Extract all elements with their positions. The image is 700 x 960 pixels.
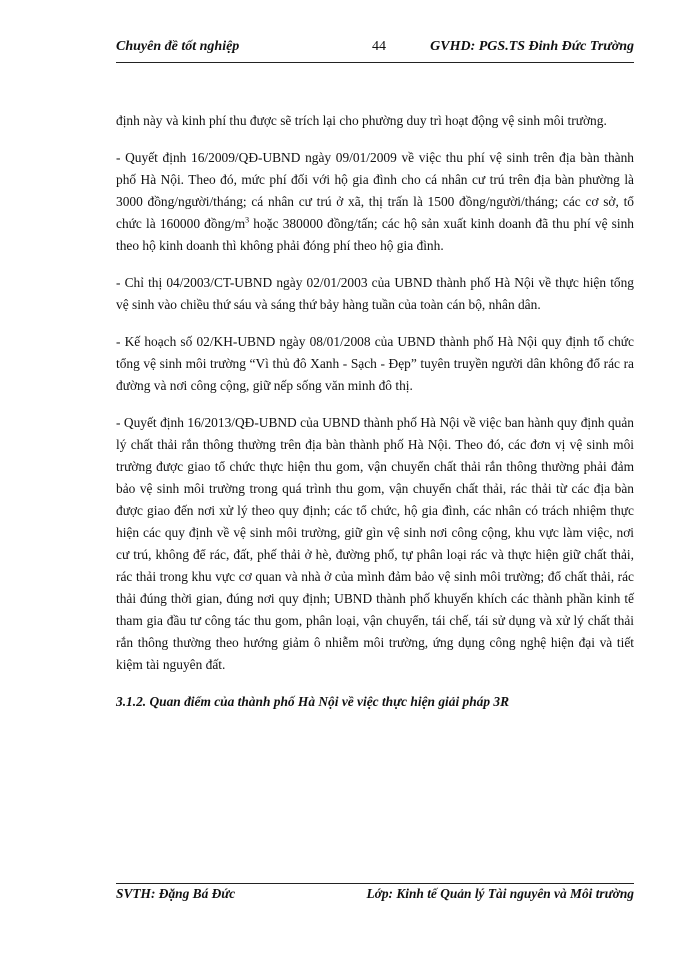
footer-class: Lớp: Kinh tế Quản lý Tài nguyên và Môi trường	[366, 886, 634, 901]
paragraph-decision-16-2009	[116, 147, 634, 257]
paragraph-text: - Quyết định 16/2009/QĐ-UBND ngày 09/01/2009 về việc thu phí vệ sinh trên địa bàn thành phố Hà Nội. Theo đó, mức phí đối với hộ gia đình cho cá nhân cư trú trên địa bàn phường là 3000 đồng/người/tháng; cá nhân cư trú ở xã, thị trấn là 1500 đồng/người/tháng; các cơ sở, tổ chức là 160000 đồng/m	[116, 150, 634, 231]
page-header	[116, 39, 634, 61]
header-document-type: Chuyên đề tốt nghiệp	[116, 39, 240, 54]
paragraph-text: hoặc 380000 đồng/tấn; các hộ sản xuất kinh doanh đã thu phí vệ sinh theo hộ kinh doanh thì không phải đóng phí theo hộ gia đình.	[116, 216, 635, 253]
footer-divider	[116, 883, 634, 884]
superscript-unit: 3	[245, 215, 250, 225]
section-heading: 3.1.2. Quan điểm của thành phố Hà Nội về việc thực hiện giải pháp 3R	[116, 694, 510, 709]
page-number: 44	[372, 39, 386, 54]
paragraph-directive-04-2003: - Chỉ thị 04/2003/CT-UBND ngày 02/01/2003 của UBND thành phố Hà Nội về thực hiện tổng vệ sinh vào chiều thứ sáu và sáng thứ bảy hàng tuần của toàn cán bộ, nhân dân.	[116, 275, 634, 312]
page-footer	[116, 886, 634, 908]
footer-student: SVTH: Đặng Bá Đức	[116, 886, 236, 901]
page-body	[116, 110, 634, 713]
header-supervisor: GVHD: PGS.TS Đinh Đức Trường	[430, 39, 634, 54]
paragraph-plan-02-kh: - Kế hoạch số 02/KH-UBND ngày 08/01/2008 của UBND thành phố Hà Nội quy định tổ chức tổng vệ sinh môi trường “Vì thủ đô Xanh - Sạch - Đẹp” tuyên truyền người dân không đổ rác ra đường và nơi công cộng, giữ nếp sống văn minh đô thị.	[116, 334, 634, 393]
header-divider	[116, 62, 634, 63]
paragraph-continuation: định này và kinh phí thu được sẽ trích lại cho phường duy trì hoạt động vệ sinh môi trường.	[116, 113, 607, 128]
paragraph-decision-16-2013: - Quyết định 16/2013/QĐ-UBND của UBND thành phố Hà Nội về việc ban hành quy định quản lý chất thải rắn thông thường trên địa bàn thành phố Hà Nội. Theo đó, các đơn vị vệ sinh môi trường được giao tổ chức thực hiện thu gom, vận chuyển chất thải rắn thông thường phải đảm bảo vệ sinh môi trường trong quá trình thu gom, vận chuyển chất thải, rác thải từ các địa bàn được giao đến nơi xử lý theo quy định; các tổ chức, hộ gia đình, các nhân có trách nhiệm thực hiện các quy định về vệ sinh môi trường, giữ gìn vệ sinh nơi công cộng, khu vực làm việc, nơi cư trú, không để rác, đất, phế thải ở hè, đường phố, tự phân loại rác và thực hiện giữ chất thải, rác thải trong khu vực cơ quan và nhà ở của mình đảm bảo vệ sinh môi trường; đổ chất thải, rác thải đúng thời gian, đúng nơi quy định; UBND thành phố khuyến khích các thành phần kinh tế tham gia đầu tư công tác thu gom, phân loại, vận chuyển, tái chế, tái sử dụng và xử lý chất thải rắn thông thường theo hướng giảm ô nhiễm môi trường, ứng dụng công nghệ hiện đại và tiết kiệm tài nguyên đất.	[116, 415, 634, 672]
